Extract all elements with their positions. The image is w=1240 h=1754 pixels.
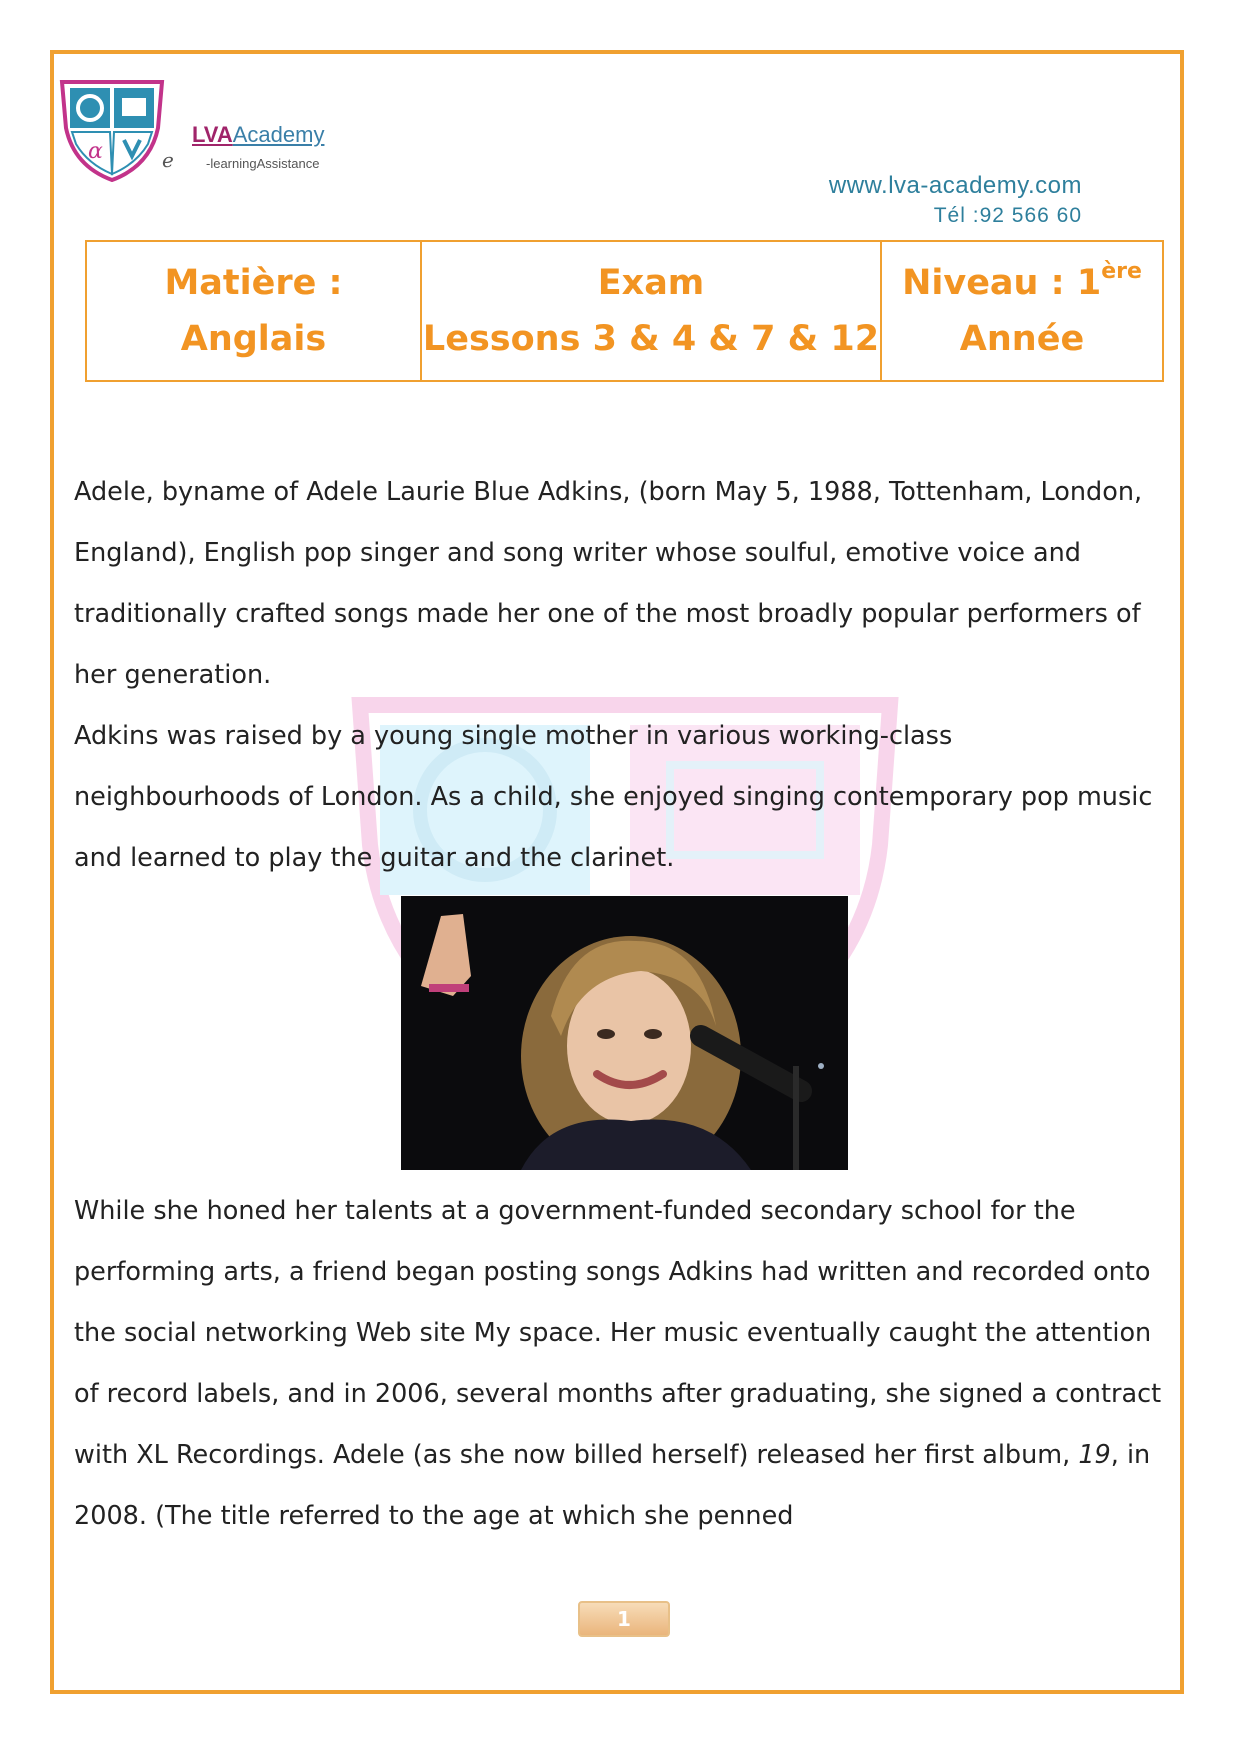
page-number-badge: 1	[578, 1601, 670, 1637]
exam-label: Exam	[597, 263, 705, 303]
logo-e-letter: e	[162, 148, 174, 172]
svg-text:α: α	[88, 139, 103, 164]
exam-lessons: Lessons 3 & 4 & 7 & 12	[422, 319, 880, 359]
brand-rest: Academy	[232, 122, 325, 147]
career-text	[74, 1181, 1164, 1547]
level-label	[902, 255, 1142, 311]
album-title: 19	[1078, 1440, 1111, 1470]
brand-strong: LVA	[192, 122, 233, 147]
adele-photo	[401, 896, 848, 1170]
paragraph-3	[74, 1181, 1164, 1547]
subject-cell	[87, 242, 422, 380]
level-cell	[882, 242, 1162, 380]
intro-text	[74, 462, 1164, 889]
brand-name	[192, 122, 324, 148]
brand-tagline: -learningAssistance	[206, 156, 320, 171]
lva-academy-logo	[58, 78, 166, 182]
paragraph-2: Adkins was raised by a young single mother in various working-class neighbourhoods of London. As a child, she enjoyed singing contemporary pop music and learned to play the guitar and the clarinet.	[74, 721, 1153, 873]
subject-label: Matière :	[164, 263, 343, 303]
exam-cell	[422, 242, 882, 380]
level-prefix: Niveau : 1	[902, 263, 1102, 303]
exam-info-table	[85, 240, 1164, 382]
subject-value: Anglais	[180, 319, 327, 359]
paragraph-3-part-a: While she honed her talents at a government-funded secondary school for the performing arts, a friend began posting songs Adkins had written and recorded onto the social networking Web site My space. Her music eventually caught the attention of record labels, and in 2006, several months after graduating, she signed a contract with XL Recordings. Adele (as she now billed herself) released her first album,	[74, 1196, 1162, 1470]
paragraph-3-part-b: , in 2008. (The title referred to the age at which she penned	[74, 1440, 1151, 1531]
level-year: Année	[959, 319, 1085, 359]
level-superscript: ère	[1101, 259, 1142, 284]
phone-number: Tél :92 566 60	[933, 204, 1082, 227]
website-link[interactable]: www.lva-academy.com	[828, 172, 1082, 199]
paragraph-1: Adele, byname of Adele Laurie Blue Adkins, (born May 5, 1988, Tottenham, London, England), English pop singer and song writer whose soulful, emotive voice and traditionally crafted songs made her one of the most broadly popular performers of her generation.	[74, 477, 1143, 690]
